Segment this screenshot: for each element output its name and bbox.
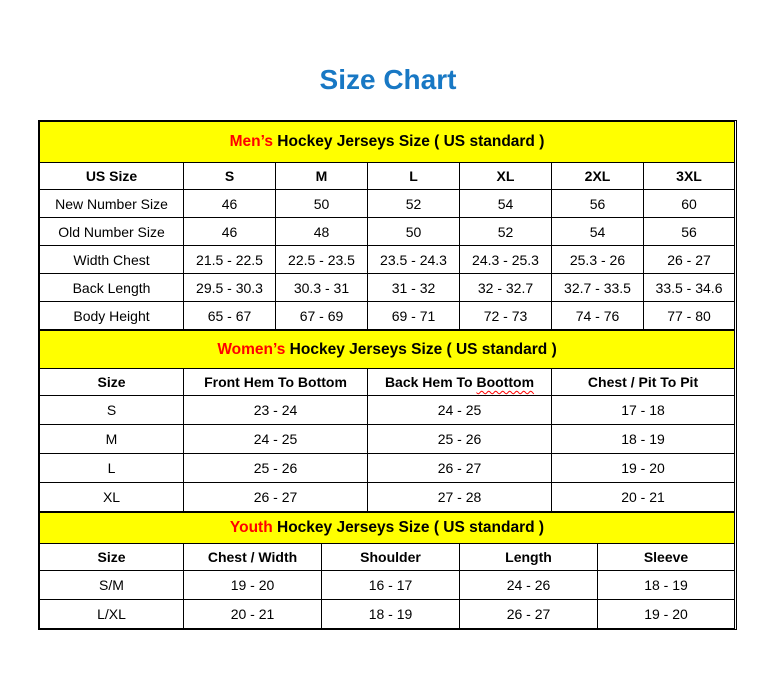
table-cell: 22.5 - 23.5 bbox=[276, 246, 368, 274]
table-cell: 26 - 27 bbox=[644, 246, 735, 274]
table-cell: 17 - 18 bbox=[552, 396, 735, 425]
row-label: S/M bbox=[40, 571, 184, 600]
size-chart bbox=[38, 120, 737, 630]
table-cell: 23 - 24 bbox=[184, 396, 368, 425]
youth-section-header bbox=[40, 513, 735, 544]
misspelled-word: Boottom bbox=[476, 374, 535, 390]
table-cell: 19 - 20 bbox=[598, 600, 735, 629]
womens-section-header bbox=[40, 331, 735, 369]
table-row bbox=[40, 425, 735, 454]
row-label: M bbox=[40, 425, 184, 454]
table-cell: 52 bbox=[460, 218, 552, 246]
table-row bbox=[40, 600, 735, 629]
table-row bbox=[40, 483, 735, 512]
table-cell: 56 bbox=[552, 190, 644, 218]
youth-col-chest-width: Chest / Width bbox=[184, 544, 322, 571]
womens-section-title: Hockey Jerseys Size ( US standard ) bbox=[285, 340, 557, 358]
table-cell: 16 - 17 bbox=[322, 571, 460, 600]
mens-col-m: M bbox=[276, 163, 368, 190]
mens-size-table bbox=[39, 121, 735, 330]
table-row bbox=[40, 190, 735, 218]
table-cell: 52 bbox=[368, 190, 460, 218]
womens-size-table bbox=[39, 330, 735, 512]
table-cell: 24 - 26 bbox=[460, 571, 598, 600]
table-cell: 56 bbox=[644, 218, 735, 246]
table-cell: 72 - 73 bbox=[460, 302, 552, 330]
table-cell: 25.3 - 26 bbox=[552, 246, 644, 274]
table-cell: 50 bbox=[368, 218, 460, 246]
table-cell: 46 bbox=[184, 218, 276, 246]
table-cell: 26 - 27 bbox=[460, 600, 598, 629]
table-cell: 48 bbox=[276, 218, 368, 246]
table-cell: 18 - 19 bbox=[552, 425, 735, 454]
mens-section-title: Hockey Jerseys Size ( US standard ) bbox=[273, 133, 545, 150]
table-cell: 46 bbox=[184, 190, 276, 218]
table-cell: 24 - 25 bbox=[184, 425, 368, 454]
table-cell: 74 - 76 bbox=[552, 302, 644, 330]
youth-col-sleeve: Sleeve bbox=[598, 544, 735, 571]
table-cell: 33.5 - 34.6 bbox=[644, 274, 735, 302]
table-cell: 26 - 27 bbox=[184, 483, 368, 512]
table-row bbox=[40, 571, 735, 600]
row-label: XL bbox=[40, 483, 184, 512]
table-cell: 60 bbox=[644, 190, 735, 218]
table-row bbox=[40, 396, 735, 425]
row-label: Old Number Size bbox=[40, 218, 184, 246]
table-cell: 20 - 21 bbox=[184, 600, 322, 629]
table-cell: 54 bbox=[552, 218, 644, 246]
row-label: S bbox=[40, 396, 184, 425]
table-cell: 25 - 26 bbox=[184, 454, 368, 483]
table-cell: 18 - 19 bbox=[598, 571, 735, 600]
table-cell: 24 - 25 bbox=[368, 396, 552, 425]
table-cell: 67 - 69 bbox=[276, 302, 368, 330]
table-cell: 23.5 - 24.3 bbox=[368, 246, 460, 274]
youth-section-accent: Youth bbox=[229, 519, 273, 536]
table-cell: 20 - 21 bbox=[552, 483, 735, 512]
mens-col-s: S bbox=[184, 163, 276, 190]
womens-section-accent: Women’s bbox=[217, 340, 286, 358]
mens-col-xl: XL bbox=[460, 163, 552, 190]
table-cell: 54 bbox=[460, 190, 552, 218]
table-cell: 24.3 - 25.3 bbox=[460, 246, 552, 274]
table-cell: 32 - 32.7 bbox=[460, 274, 552, 302]
table-cell: 29.5 - 30.3 bbox=[184, 274, 276, 302]
table-row bbox=[40, 302, 735, 330]
mens-col-2xl: 2XL bbox=[552, 163, 644, 190]
mens-col-us-size: US Size bbox=[40, 163, 184, 190]
table-row bbox=[40, 246, 735, 274]
womens-col-front-hem: Front Hem To Bottom bbox=[184, 369, 368, 396]
table-cell: 19 - 20 bbox=[184, 571, 322, 600]
table-cell: 50 bbox=[276, 190, 368, 218]
mens-col-3xl: 3XL bbox=[644, 163, 735, 190]
womens-col-size: Size bbox=[40, 369, 184, 396]
mens-section-header bbox=[40, 122, 735, 163]
youth-col-shoulder: Shoulder bbox=[322, 544, 460, 571]
womens-col-chest: Chest / Pit To Pit bbox=[552, 369, 735, 396]
table-row bbox=[40, 274, 735, 302]
table-row bbox=[40, 454, 735, 483]
row-label: L/XL bbox=[40, 600, 184, 629]
row-label: New Number Size bbox=[40, 190, 184, 218]
page-title: Size Chart bbox=[319, 64, 457, 95]
row-label: Body Height bbox=[40, 302, 184, 330]
mens-col-l: L bbox=[368, 163, 460, 190]
table-cell: 19 - 20 bbox=[552, 454, 735, 483]
womens-col-back-hem bbox=[368, 369, 552, 396]
youth-section-title: Hockey Jerseys Size ( US standard ) bbox=[272, 519, 545, 536]
youth-size-table bbox=[39, 512, 735, 629]
table-cell: 65 - 67 bbox=[184, 302, 276, 330]
table-cell: 25 - 26 bbox=[368, 425, 552, 454]
table-cell: 26 - 27 bbox=[368, 454, 552, 483]
row-label: L bbox=[40, 454, 184, 483]
youth-col-length: Length bbox=[460, 544, 598, 571]
youth-col-size: Size bbox=[40, 544, 184, 571]
row-label: Width Chest bbox=[40, 246, 184, 274]
table-cell: 18 - 19 bbox=[322, 600, 460, 629]
table-row bbox=[40, 218, 735, 246]
table-cell: 27 - 28 bbox=[368, 483, 552, 512]
table-cell: 77 - 80 bbox=[644, 302, 735, 330]
womens-col-back-hem-text: Back Hem To bbox=[384, 374, 473, 390]
table-cell: 69 - 71 bbox=[368, 302, 460, 330]
table-cell: 32.7 - 33.5 bbox=[552, 274, 644, 302]
row-label: Back Length bbox=[40, 274, 184, 302]
table-cell: 31 - 32 bbox=[368, 274, 460, 302]
table-cell: 30.3 - 31 bbox=[276, 274, 368, 302]
mens-section-accent: Men’s bbox=[229, 133, 273, 150]
table-cell: 21.5 - 22.5 bbox=[184, 246, 276, 274]
